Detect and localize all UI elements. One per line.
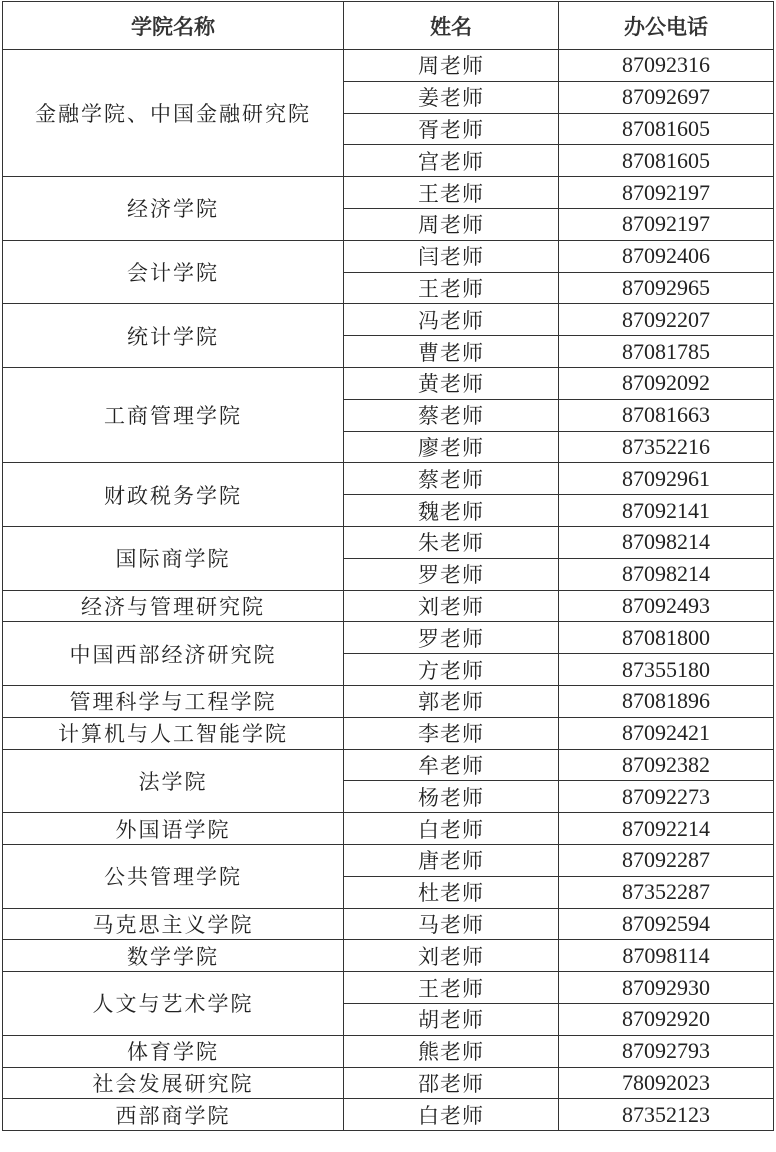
- college-name-cell: 中国西部经济研究院: [3, 622, 344, 686]
- office-phone-cell: 87092273: [559, 781, 774, 813]
- office-phone-cell: 87092421: [559, 717, 774, 749]
- college-name-cell: 会计学院: [3, 240, 344, 304]
- table-row: [3, 50, 774, 82]
- office-phone-cell: 87092793: [559, 1035, 774, 1067]
- contact-name-cell: 白老师: [344, 813, 559, 845]
- table-row: [3, 972, 774, 1004]
- college-name-cell: 计算机与人工智能学院: [3, 717, 344, 749]
- contact-name-cell: 罗老师: [344, 558, 559, 590]
- contact-name-cell: 刘老师: [344, 940, 559, 972]
- college-name-cell: 体育学院: [3, 1035, 344, 1067]
- contact-name-cell: 闫老师: [344, 240, 559, 272]
- contact-name-cell: 罗老师: [344, 622, 559, 654]
- office-phone-cell: 87092207: [559, 304, 774, 336]
- table-body: [3, 50, 774, 1131]
- table-row: [3, 177, 774, 209]
- table-row: [3, 749, 774, 781]
- office-phone-cell: 87092197: [559, 208, 774, 240]
- office-phone-cell: 87098214: [559, 558, 774, 590]
- table-row: [3, 1035, 774, 1067]
- table-row: [3, 844, 774, 876]
- contact-name-cell: 魏老师: [344, 495, 559, 527]
- contact-name-cell: 姜老师: [344, 81, 559, 113]
- table-row: [3, 908, 774, 940]
- college-name-cell: 金融学院、中国金融研究院: [3, 50, 344, 177]
- contact-name-cell: 冯老师: [344, 304, 559, 336]
- contact-name-cell: 蔡老师: [344, 463, 559, 495]
- office-phone-cell: 87092493: [559, 590, 774, 622]
- contact-name-cell: 杜老师: [344, 876, 559, 908]
- contact-name-cell: 曹老师: [344, 336, 559, 368]
- header-row: [3, 2, 774, 50]
- contact-name-cell: 唐老师: [344, 844, 559, 876]
- office-phone-cell: 87081785: [559, 336, 774, 368]
- office-phone-cell: 87092092: [559, 367, 774, 399]
- phone-column-header: 办公电话: [559, 2, 774, 50]
- contact-table: [2, 1, 774, 1131]
- table-row: [3, 717, 774, 749]
- college-name-cell: 数学学院: [3, 940, 344, 972]
- office-phone-cell: 87092961: [559, 463, 774, 495]
- table-row: [3, 622, 774, 654]
- table-row: [3, 813, 774, 845]
- office-phone-cell: 87081605: [559, 113, 774, 145]
- office-phone-cell: 87098114: [559, 940, 774, 972]
- college-name-cell: 经济与管理研究院: [3, 590, 344, 622]
- office-phone-cell: 87098214: [559, 526, 774, 558]
- contact-name-cell: 李老师: [344, 717, 559, 749]
- college-name-cell: 马克思主义学院: [3, 908, 344, 940]
- office-phone-cell: 87092930: [559, 972, 774, 1004]
- college-name-cell: 公共管理学院: [3, 844, 344, 908]
- office-phone-cell: 78092023: [559, 1067, 774, 1099]
- contact-name-cell: 王老师: [344, 272, 559, 304]
- table-row: [3, 240, 774, 272]
- office-phone-cell: 87092197: [559, 177, 774, 209]
- table-row: [3, 685, 774, 717]
- contact-name-cell: 杨老师: [344, 781, 559, 813]
- office-phone-cell: 87092141: [559, 495, 774, 527]
- table-row: [3, 463, 774, 495]
- college-name-cell: 西部商学院: [3, 1099, 344, 1131]
- college-column-header: 学院名称: [3, 2, 344, 50]
- table-row: [3, 367, 774, 399]
- college-name-cell: 统计学院: [3, 304, 344, 368]
- table-row: [3, 590, 774, 622]
- college-name-cell: 经济学院: [3, 177, 344, 241]
- college-name-cell: 外国语学院: [3, 813, 344, 845]
- contact-name-cell: 周老师: [344, 208, 559, 240]
- office-phone-cell: 87092382: [559, 749, 774, 781]
- office-phone-cell: 87352123: [559, 1099, 774, 1131]
- contact-name-cell: 白老师: [344, 1099, 559, 1131]
- contact-name-cell: 宫老师: [344, 145, 559, 177]
- office-phone-cell: 87081896: [559, 685, 774, 717]
- contact-name-cell: 周老师: [344, 50, 559, 82]
- contact-name-cell: 黄老师: [344, 367, 559, 399]
- contact-name-cell: 朱老师: [344, 526, 559, 558]
- office-phone-cell: 87092287: [559, 844, 774, 876]
- contact-name-cell: 牟老师: [344, 749, 559, 781]
- college-name-cell: 法学院: [3, 749, 344, 813]
- office-phone-cell: 87081605: [559, 145, 774, 177]
- office-phone-cell: 87352287: [559, 876, 774, 908]
- contact-name-cell: 廖老师: [344, 431, 559, 463]
- contact-name-cell: 胥老师: [344, 113, 559, 145]
- office-phone-cell: 87092697: [559, 81, 774, 113]
- office-phone-cell: 87352216: [559, 431, 774, 463]
- office-phone-cell: 87092594: [559, 908, 774, 940]
- contact-name-cell: 胡老师: [344, 1003, 559, 1035]
- office-phone-cell: 87092406: [559, 240, 774, 272]
- table-header: [3, 2, 774, 50]
- contact-name-cell: 刘老师: [344, 590, 559, 622]
- office-phone-cell: 87081800: [559, 622, 774, 654]
- college-name-cell: 财政税务学院: [3, 463, 344, 527]
- table-row: [3, 1067, 774, 1099]
- contact-name-cell: 王老师: [344, 972, 559, 1004]
- college-name-cell: 人文与艺术学院: [3, 972, 344, 1036]
- contact-name-cell: 邵老师: [344, 1067, 559, 1099]
- contact-name-cell: 马老师: [344, 908, 559, 940]
- college-name-cell: 社会发展研究院: [3, 1067, 344, 1099]
- contact-name-cell: 郭老师: [344, 685, 559, 717]
- college-name-cell: 国际商学院: [3, 526, 344, 590]
- office-phone-cell: 87081663: [559, 399, 774, 431]
- office-phone-cell: 87092965: [559, 272, 774, 304]
- office-phone-cell: 87355180: [559, 654, 774, 686]
- office-phone-cell: 87092920: [559, 1003, 774, 1035]
- table-row: [3, 304, 774, 336]
- table-row: [3, 1099, 774, 1131]
- office-phone-cell: 87092316: [559, 50, 774, 82]
- college-name-cell: 管理科学与工程学院: [3, 685, 344, 717]
- table-row: [3, 526, 774, 558]
- contact-name-cell: 蔡老师: [344, 399, 559, 431]
- name-column-header: 姓名: [344, 2, 559, 50]
- office-phone-cell: 87092214: [559, 813, 774, 845]
- contact-name-cell: 王老师: [344, 177, 559, 209]
- contact-name-cell: 方老师: [344, 654, 559, 686]
- contact-name-cell: 熊老师: [344, 1035, 559, 1067]
- table-row: [3, 940, 774, 972]
- college-name-cell: 工商管理学院: [3, 367, 344, 462]
